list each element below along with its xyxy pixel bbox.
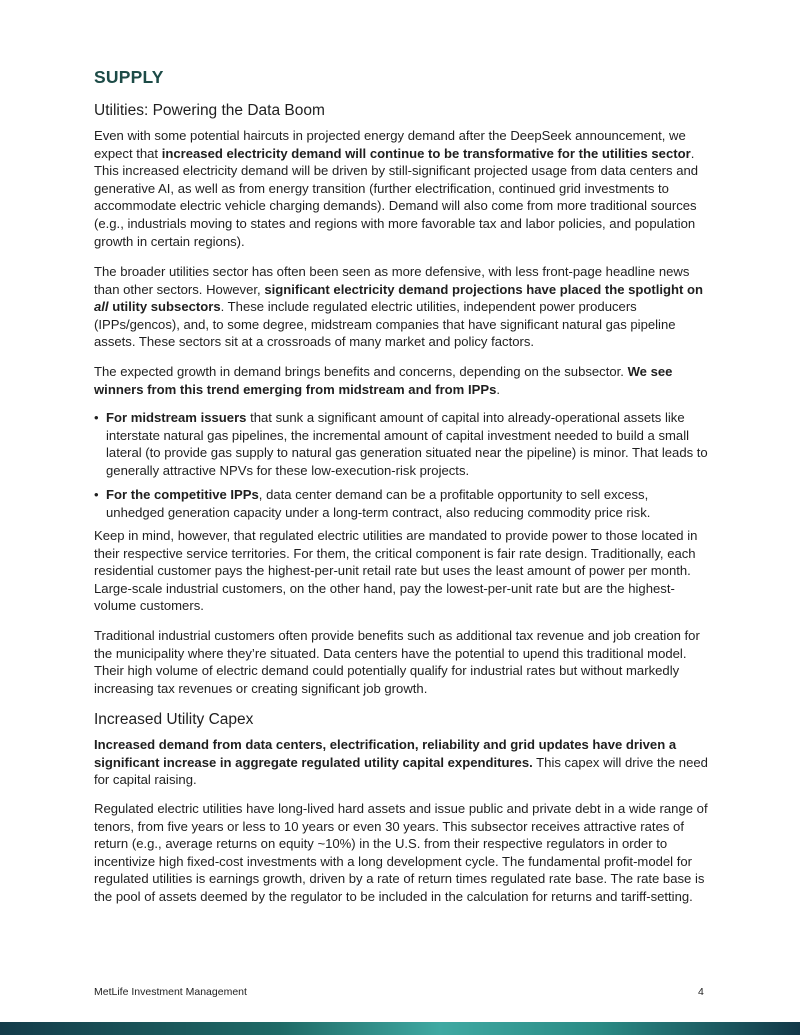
paragraph-1-text-c: . This increased electricity demand will be driven by still-significant projected usage from data centers and generative AI, as well as from energy transition (further electrification, continued grid investments to accommodate electric vehicle charging demands). Demand will also come from more traditional sources (e.g., industrials moving to states and regions with more favorable tax and labor policies, and population growth in certain regions). [94,145,699,249]
bullet-ipps-bold: For the competitive IPPs [106,487,259,502]
paragraph-1-text-a: Even with some potential haircuts in projected energy demand after the DeepSeek announcement, we expect that [94,128,686,161]
paragraph-6-text: This capex will drive the need for capital raising. [94,754,708,788]
footer-company: MetLife Investment Management [94,986,247,998]
bullet-ipps [94,486,708,521]
subheading-capex: Increased Utility Capex [94,711,254,728]
bullet-dot: • [94,487,99,502]
paragraph-4: Keep in mind, however, that regulated electric utilities are mandated to provide power to those located in their respective service territories. For them, the critical component is fair rate design. Traditionally, each residential customer pays the highest-per-unit retail rate but uses the least amount of power per month. Large-scale industrial customers, on the other hand, pay the lowest-per-unit rate but are the highest-volume customers. [94,528,698,614]
paragraph-5: Traditional industrial customers often provide benefits such as additional tax revenue and job creation for the municipality where they’re situated. Data centers have the potential to upend this traditional model. Their high volume of electric demand could potentially qualify for industrial rates but without markedly increasing tax revenues or creating significant job growth. [94,628,700,696]
footer-page-number: 4 [698,986,704,998]
paragraph-3-text-a: The expected growth in demand brings benefits and concerns, depending on the subsector. [94,364,628,379]
paragraph-3-bold: We see winners from this trend emerging from midstream and from IPPs [94,364,673,397]
paragraph-1 [94,127,708,250]
bullet-dot: • [94,410,99,425]
bullet-midstream-text: that sunk a significant amount of capital into already-operational assets like interstate natural gas pipelines, the incremental amount of capital investment needed to build a small lateral (to provide gas supply to natural gas generation situated near the pipeline) is minor. That leads to generally attractive NPVs for these low-execution-risk projects. [106,410,708,478]
section-title: SUPPLY [94,67,164,87]
paragraph-1-bold: increased electricity demand will continue to be transformative for the utilities sector [161,145,691,161]
bullet-midstream [94,409,708,479]
bullet-ipps-text: , data center demand can be a profitable opportunity to sell excess, unhedged generation capacity under a long-term contract, also reducing commodity price risk. [106,487,651,520]
paragraph-7: Regulated electric utilities have long-lived hard assets and issue public and private debt in a wide range of tenors, from five years or less to 10 years or even 30 years. This subsector receives attractive rates of return (e.g., average returns on equity ~10%) in the U.S. from their respective regulators in order to incentivize high fixed-cost investments with a long development cycle. The fundamental profit-model for regulated utilities is earnings growth, driven by a rate of return times regulated rate base. The rate base is the pool of assets deemed by the regulator to be included in the calculation for returns and tariff-setting. [94,801,708,904]
bullet-midstream-bold: For midstream issuers [106,410,247,425]
subheading-utilities: Utilities: Powering the Data Boom [94,102,325,119]
paragraph-3 [94,363,708,398]
paragraph-6-bold: Increased demand from data centers, electrification, reliability and grid updates have driven a significant increase in aggregate regulated utility capital expenditures. [94,737,677,770]
paragraph-2-italic: all [94,299,109,315]
paragraph-2-text-c: . These include regulated electric utilities, independent power producers (IPPs/gencos), and, to some degree, midstream companies that have significant natural gas pipeline assets. These sectors sit at a crossroads of many market and policy factors. [94,299,676,350]
paragraph-3-text-c: . [496,381,500,397]
paragraph-2-bold-1: significant electricity demand projections have placed the spotlight on [264,281,704,297]
paragraph-6 [94,736,708,789]
paragraph-2 [94,263,708,351]
paragraph-2-text-a: The broader utilities sector has often been seen as more defensive, with less front-page headline news than other sectors. However, [94,264,690,297]
bottom-gradient-bar [0,1022,800,1035]
paragraph-2-bold-2: utility subsectors [108,299,221,315]
